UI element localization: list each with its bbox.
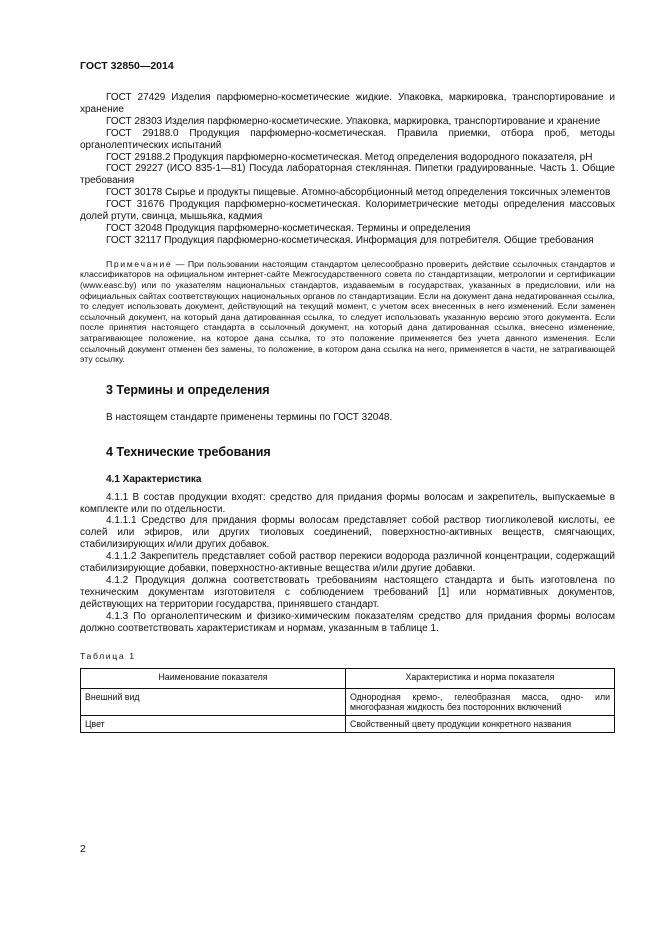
note-label: Примечание <box>106 258 173 269</box>
table-cell: Цвет <box>81 715 346 732</box>
section-4-title: 4 Технические требования <box>106 444 271 459</box>
normative-references <box>80 92 615 247</box>
table-caption: Таблица 1 <box>80 650 136 661</box>
reference-item: ГОСТ 28303 Изделия парфюмерно-косметические. Упаковка, маркировка, транспортирование и хранение <box>106 115 601 127</box>
page-content <box>80 92 615 733</box>
section-3-text: В настоящем стандарте применены термины по ГОСТ 32048. <box>106 411 393 423</box>
table-header-cell: Характеристика и норма показателя <box>346 668 615 688</box>
table-row <box>81 688 615 715</box>
paragraph: 4.1.1.2 Закрепитель представляет собой раствор перекиси водорода различной концентрации, содержащий стабилизирующие добавки, поверхностно-активные вещества и/или другие добавки. <box>80 551 615 575</box>
paragraph: 4.1.2 Продукция должна соответствовать требованиям настоящего стандарта и быть изготовлена по техническим документам изготовителя с соблюдением требований [1] или нормативных документов, действующих на территории государства, принявшего стандарт. <box>80 574 615 610</box>
paragraph: 4.1.1 В состав продукции входят: средство для придания формы волосам и закрепитель, выпускаемые в комплекте или по отдельности. <box>80 491 615 515</box>
reference-item: ГОСТ 29188.0 Продукция парфюмерно-косметическая. Правила приемки, отбора проб, методы органолептических испытаний <box>80 127 615 151</box>
note-text: — При пользовании настоящим стандартом целесообразно проверить действие ссылочных стандартов и классификаторов на официальном интернет-сайте Межгосударственного совета по стандартизации, метрологии и сертификации (www.easc.by) или по указателям национальных стандартов, издаваемым в государствах, указанных в предисловии, или на официальных сайтах соответствующих национальных органов по стандартизации. Если на документ дана недатированная ссылка, то следует использовать документ, действующий на текущий момент, с учетом всех внесенных в него изменений. Если заменен ссылочный документ, на который дана датированная ссылка, то следует использовать указанную версию этого документа. Если после принятия настоящего стандарта в ссылочный документ, на который дана датированная ссылка, внесено изменение, затрагивающее положение, на которое дана ссылка, то это положение применяется без учета данного изменения. Если ссылочный документ отменен без замены, то положение, в котором дана ссылка на него, применяется в части, не затрагивающей эту ссылку. <box>80 258 615 365</box>
reference-item: ГОСТ 29188.2 Продукция парфюмерно-косметическая. Метод определения водородного показателя, рН <box>106 151 593 163</box>
reference-item: ГОСТ 31676 Продукция парфюмерно-косметическая. Колориметрические методы определения массовых долей ртути, свинца, мышьяка, кадмия <box>80 199 615 223</box>
section-4 <box>80 445 615 635</box>
reference-item: ГОСТ 27429 Изделия парфюмерно-косметические жидкие. Упаковка, маркировка, транспортирование и хранение <box>80 92 615 115</box>
reference-item: ГОСТ 30178 Сырье и продукты пищевые. Атомно-абсорбционный метод определения токсичных элементов <box>106 187 611 199</box>
subsection-4-1-title: 4.1 Характеристика <box>106 473 202 485</box>
table-row <box>81 715 615 732</box>
reference-item: ГОСТ 29227 (ИСО 835-1—81) Посуда лабораторная стеклянная. Пипетки градуированные. Часть 1. Общие требования <box>80 163 615 187</box>
page-number: 2 <box>80 843 86 855</box>
requirements-table <box>80 668 615 733</box>
paragraph: 4.1.3 По органолептическим и физико-химическим показателям средство для придания формы волосам должно соответствовать характеристикам и нормам, указанным в таблице 1. <box>80 610 615 634</box>
table-cell: Свойственный цвету продукции конкретного названия <box>346 715 615 732</box>
reference-item: ГОСТ 32117 Продукция парфюмерно-косметическая. Информация для потребителя. Общие требования <box>106 234 594 246</box>
section-3-title: 3 Термины и определения <box>106 382 270 397</box>
table-cell: Внешний вид <box>81 688 346 715</box>
table-cell: Однородная кремо-, гелеобразная масса, одно- или многофазная жидкость без посторонних включений <box>346 688 615 715</box>
note-paragraph <box>80 259 615 365</box>
paragraph: 4.1.1.1 Средство для придания формы волосам представляет собой раствор тиогликолевой кислоты, ее солей или эфиров, или других тиоловых соединений, поверхностно-активных веществ, смягчающих, стабилизирующих и/или других добавок. <box>80 515 615 551</box>
document-header: ГОСТ 32850—2014 <box>80 60 174 72</box>
reference-item: ГОСТ 32048 Продукция парфюмерно-косметическая. Термины и определения <box>106 222 471 234</box>
table-header-cell: Наименование показателя <box>81 668 346 688</box>
table-header-row <box>81 668 615 688</box>
